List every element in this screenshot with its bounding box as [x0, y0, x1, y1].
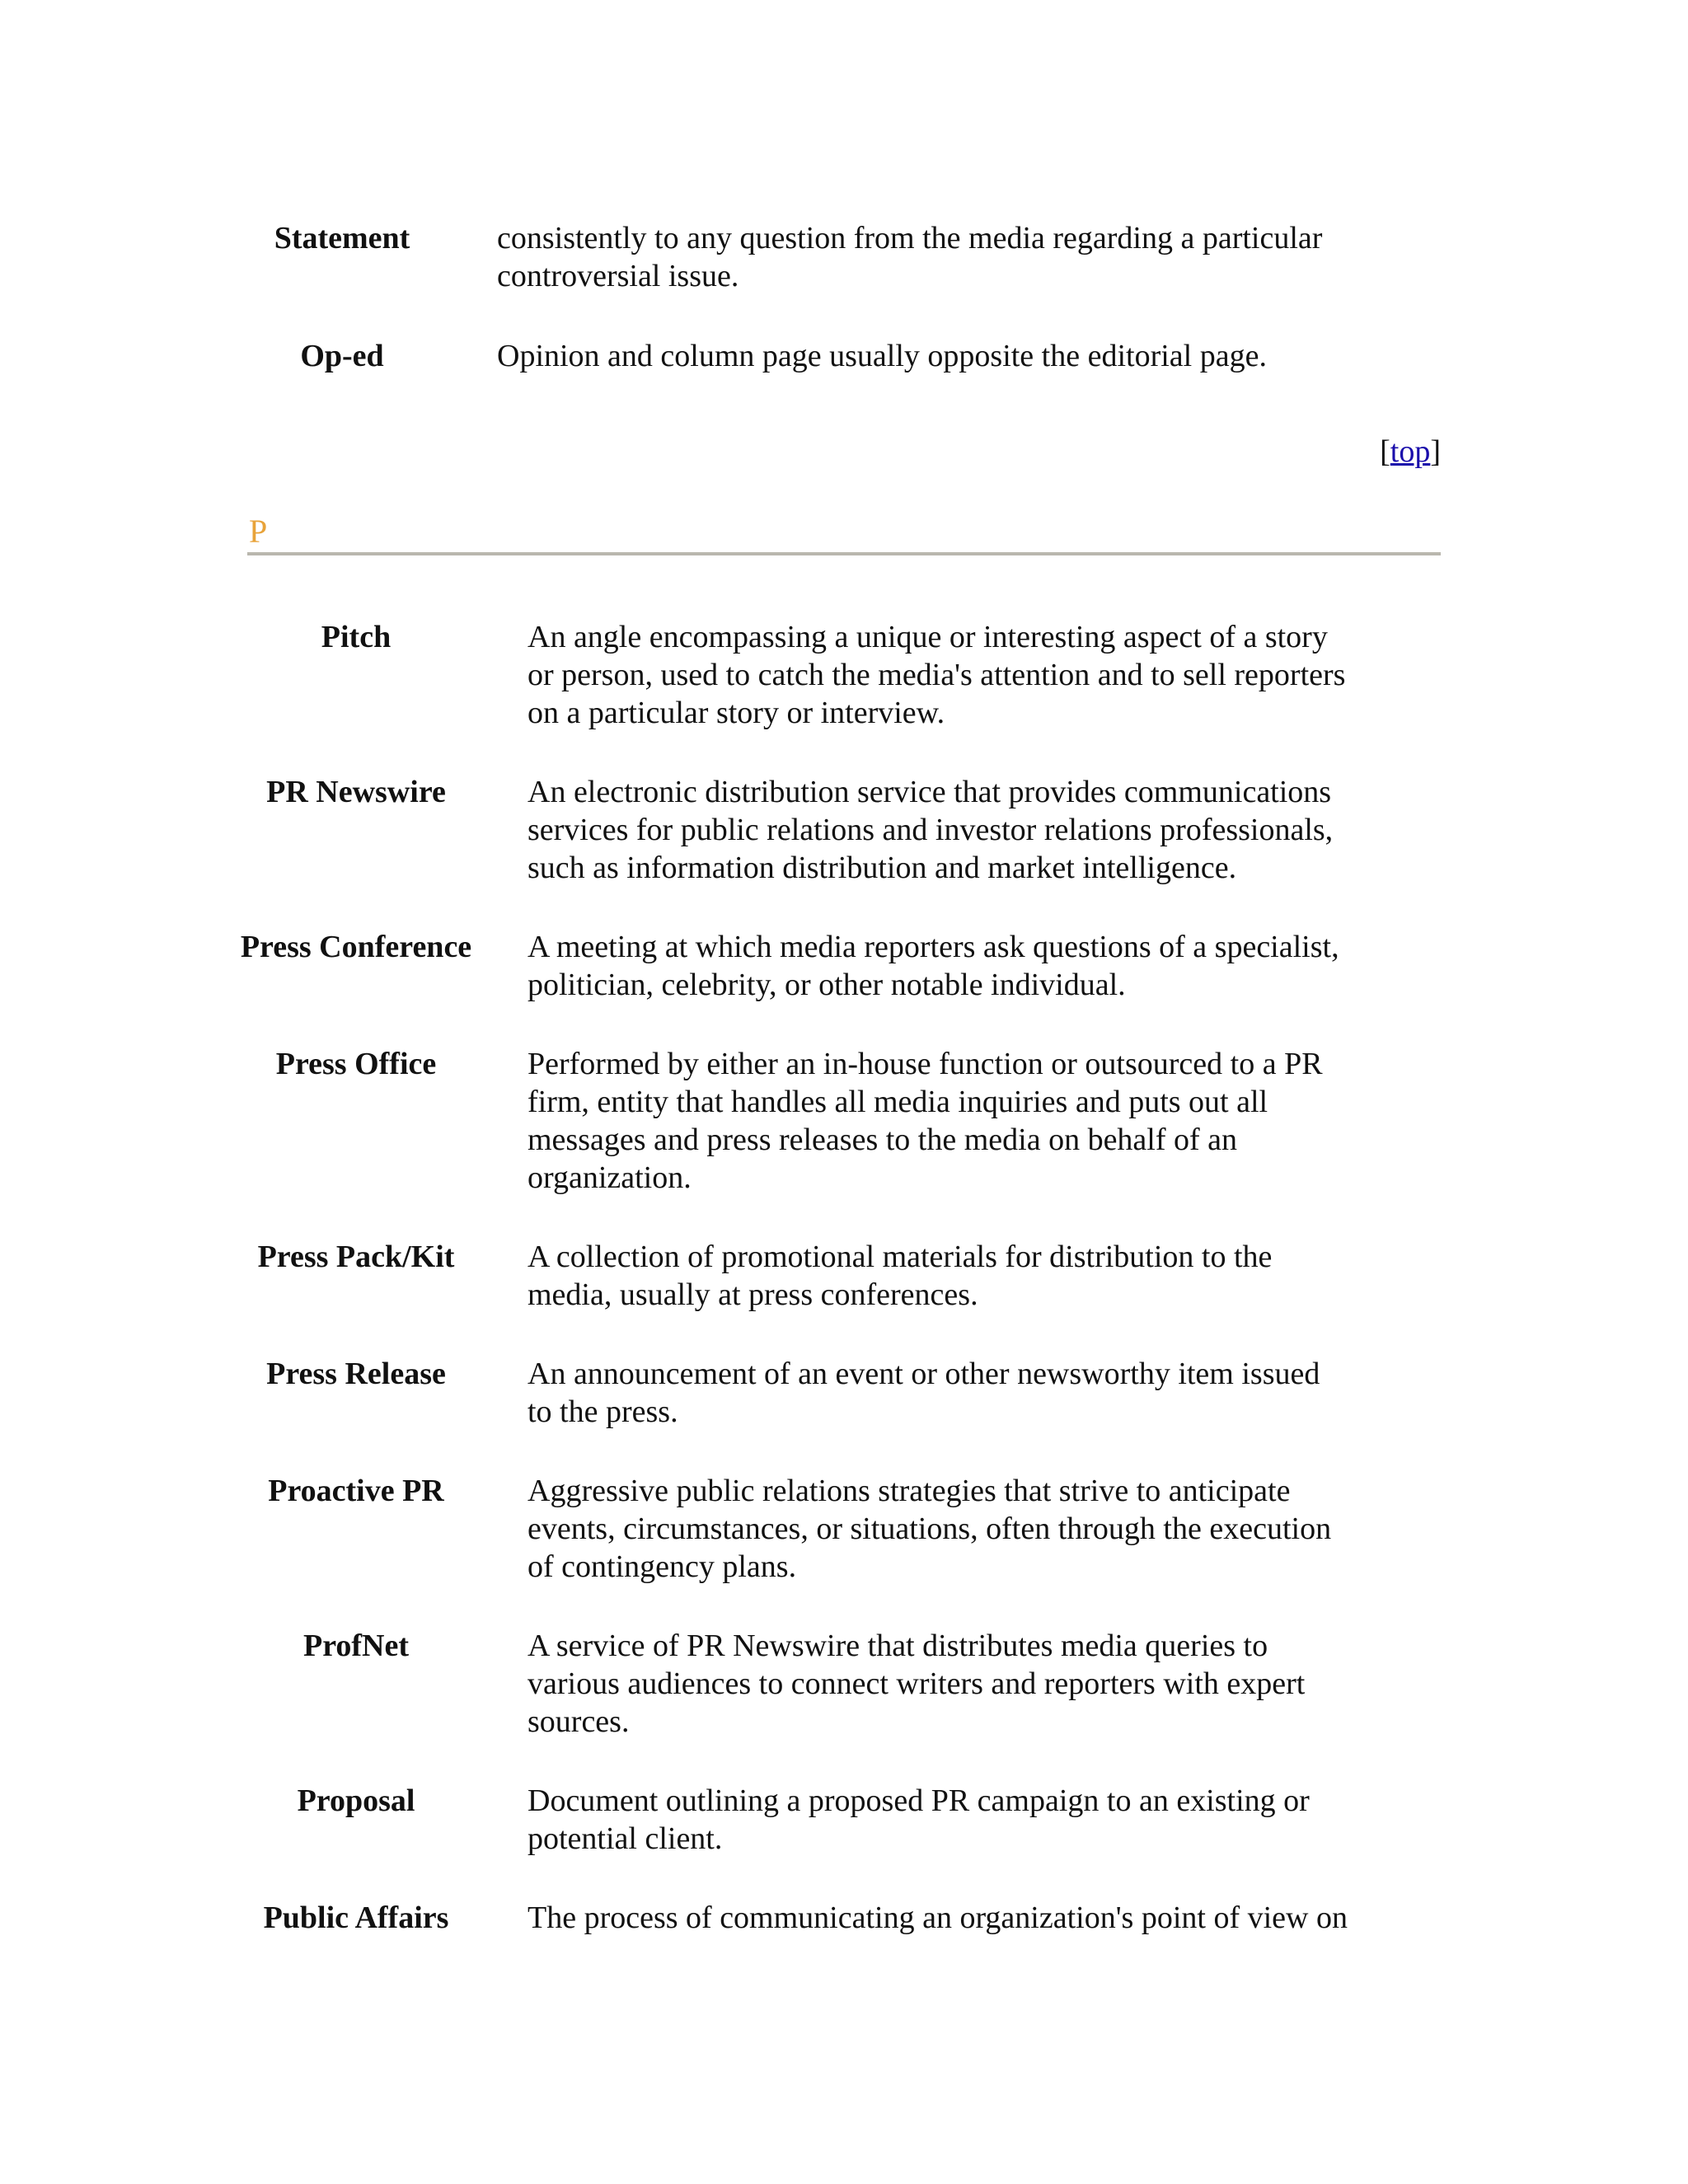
bracket-close: ] [1430, 434, 1441, 469]
glossary-term: Press Release [266, 1357, 446, 1391]
glossary-term: Proactive PR [268, 1474, 444, 1508]
definition-line: An angle encompassing a unique or interesting aspect of a story [528, 620, 1328, 654]
glossary-definition [528, 1472, 1331, 1586]
definition-line: such as information distribution and market intelligence. [528, 851, 1237, 885]
bracket-open: [ [1380, 434, 1390, 469]
definition-line: A meeting at which media reporters ask questions of a specialist, [528, 930, 1339, 964]
section-heading: P [249, 513, 268, 550]
definition-line: consistently to any question from the media regarding a particular [497, 221, 1323, 255]
definition-line: media, usually at press conferences. [528, 1277, 978, 1312]
glossary-term: Proposal [297, 1783, 415, 1818]
glossary-definition [528, 928, 1339, 1004]
back-to-top [1380, 433, 1441, 471]
definition-line: services for public relations and investor relations professionals, [528, 813, 1334, 847]
definition-line: firm, entity that handles all media inquiries and puts out all [528, 1085, 1268, 1119]
glossary-term: Press Pack/Kit [257, 1240, 455, 1274]
definition-line: Opinion and column page usually opposite the editorial page. [497, 339, 1267, 373]
definition-line: An announcement of an event or other newsworthy item issued [528, 1357, 1320, 1391]
definition-line: on a particular story or interview. [528, 696, 945, 730]
glossary-definition [528, 1627, 1305, 1741]
glossary-entry [0, 337, 1688, 378]
definition-line: controversial issue. [497, 259, 739, 293]
glossary-entry [0, 219, 1688, 302]
definition-line: Document outlining a proposed PR campaign to an existing or [528, 1783, 1310, 1818]
glossary-definition [528, 773, 1333, 887]
definition-line: An electronic distribution service that provides communications [528, 775, 1332, 809]
definition-line: or person, used to catch the media's attention and to sell reporters [528, 658, 1346, 692]
definition-line: A collection of promotional materials for distribution to the [528, 1240, 1273, 1274]
glossary-term: Press Office [275, 1047, 437, 1081]
definition-line: of contingency plans. [528, 1549, 797, 1584]
glossary-definition [497, 219, 1322, 295]
definition-line: sources. [528, 1704, 630, 1739]
definition-line: The process of communicating an organization's point of view on [528, 1900, 1348, 1935]
glossary-definition [497, 337, 1267, 375]
definition-line: to the press. [528, 1394, 678, 1429]
definition-line: politician, celebrity, or other notable individual. [528, 968, 1126, 1002]
definition-line: Aggressive public relations strategies that strive to anticipate [528, 1474, 1291, 1508]
definition-line: various audiences to connect writers and reporters with expert [528, 1666, 1306, 1701]
top-link[interactable]: top [1390, 434, 1431, 469]
definition-line: Performed by either an in-house function or outsourced to a PR [528, 1047, 1323, 1081]
definition-line: A service of PR Newswire that distributes media queries to [528, 1629, 1268, 1663]
glossary-term: Op-ed [300, 339, 384, 373]
definition-line: potential client. [528, 1821, 723, 1856]
glossary-definition [528, 1238, 1272, 1314]
glossary-definition [528, 1355, 1320, 1431]
glossary-term: Statement [274, 221, 410, 255]
glossary-term: Press Conference [240, 930, 472, 964]
glossary-term: Pitch [321, 620, 392, 654]
glossary-term: PR Newswire [266, 775, 446, 809]
section-divider [247, 552, 1441, 555]
definition-line: events, circumstances, or situations, often through the execution [528, 1511, 1332, 1546]
glossary-term: Public Affairs [263, 1900, 449, 1935]
glossary-definition [528, 1045, 1323, 1197]
glossary-definition [528, 1782, 1310, 1858]
glossary-definition [528, 618, 1345, 732]
glossary-definition [528, 1899, 1348, 1937]
definition-line: organization. [528, 1160, 692, 1195]
definition-line: messages and press releases to the media on behalf of an [528, 1122, 1238, 1157]
glossary-term: ProfNet [302, 1629, 409, 1663]
